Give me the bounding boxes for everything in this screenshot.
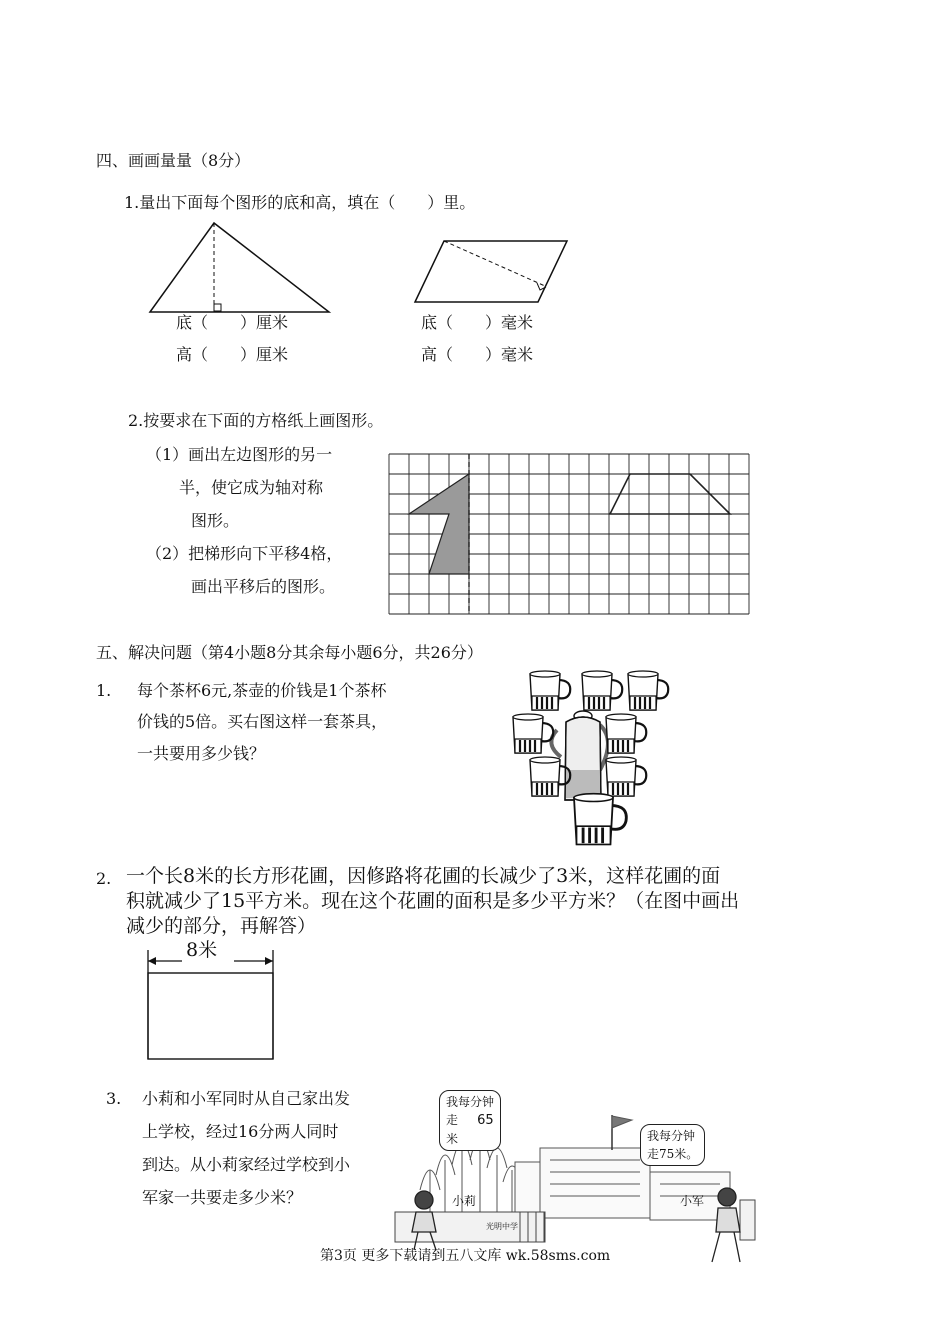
p2-line1: 一个长8米的长方形花圃，因修路将花圃的长减少了3米，这样花圃的面 xyxy=(126,865,721,887)
p3-line4: 军家一共要走多少米？ xyxy=(142,1188,303,1207)
p1-line2: 价钱的5倍。买右图这样一套茶具， xyxy=(137,712,388,731)
section-5-title: 五、解决问题（第4小题8分其余每小题6分，共26分） xyxy=(96,643,483,662)
q2-sub1-line3: 图形。 xyxy=(191,511,240,530)
speech-bubble-left xyxy=(439,1090,501,1151)
boy-name-label: 小军 xyxy=(680,1194,705,1208)
bubble-left-text-b: 走 xyxy=(446,1113,459,1127)
p3-line3: 到达。从小莉家经过学校到小 xyxy=(142,1155,351,1174)
triangle-height-label: 高（ ）厘米 xyxy=(176,345,289,364)
bubble-left-text-a: 我每分钟 xyxy=(446,1095,495,1109)
p2-line3: 减少的部分，再解答） xyxy=(126,915,317,937)
bubble-left-speed: 65 xyxy=(477,1113,494,1128)
p3-line2: 上学校，经过16分两人同时 xyxy=(142,1122,339,1141)
bubble-left-unit: 米 xyxy=(446,1132,459,1146)
p3-line1: 小莉和小军同时从自己家出发 xyxy=(142,1089,351,1108)
p1-number: 1. xyxy=(96,681,112,700)
q2-sub1-line2: 半，使它成为轴对称 xyxy=(179,478,324,497)
q2-sub1-line1: （1）画出左边图形的另一 xyxy=(146,445,333,464)
bubble-right-text-a: 我每分钟 xyxy=(647,1129,696,1143)
parallelogram-base-label: 底（ ）毫米 xyxy=(421,313,534,332)
q2-prompt: 2.按要求在下面的方格纸上画图形。 xyxy=(128,411,384,430)
q1-prompt: 1.量出下面每个图形的底和高，填在（ ）里。 xyxy=(124,193,476,212)
school-sign: 光明中学 xyxy=(486,1222,518,1231)
speech-bubble-right xyxy=(640,1124,705,1166)
p2-number: 2. xyxy=(96,869,112,888)
q2-sub2-line1: （2）把梯形向下平移4格， xyxy=(146,544,343,563)
q2-sub2-line2: 画出平移后的图形。 xyxy=(191,577,336,596)
flowerbed-length-label: 8米 xyxy=(186,939,218,961)
girl-name-label: 小莉 xyxy=(452,1194,477,1208)
page-footer: 第3页 更多下载请到五八文库 wk.58sms.com xyxy=(320,1248,611,1264)
p1-line3: 一共要用多少钱？ xyxy=(137,744,266,763)
triangle-base-label: 底（ ）厘米 xyxy=(176,313,289,332)
section-4-title: 四、画画量量（8分） xyxy=(96,151,251,170)
parallelogram-height-label: 高（ ）毫米 xyxy=(421,345,534,364)
p3-number: 3. xyxy=(106,1089,122,1108)
p2-line2: 积就减少了15平方米。现在这个花圃的面积是多少平方米？（在图中画出 xyxy=(126,890,740,912)
bubble-right-text-b: 走75米。 xyxy=(647,1147,699,1161)
p1-line1: 每个茶杯6元,茶壶的价钱是1个茶杯 xyxy=(137,681,387,700)
